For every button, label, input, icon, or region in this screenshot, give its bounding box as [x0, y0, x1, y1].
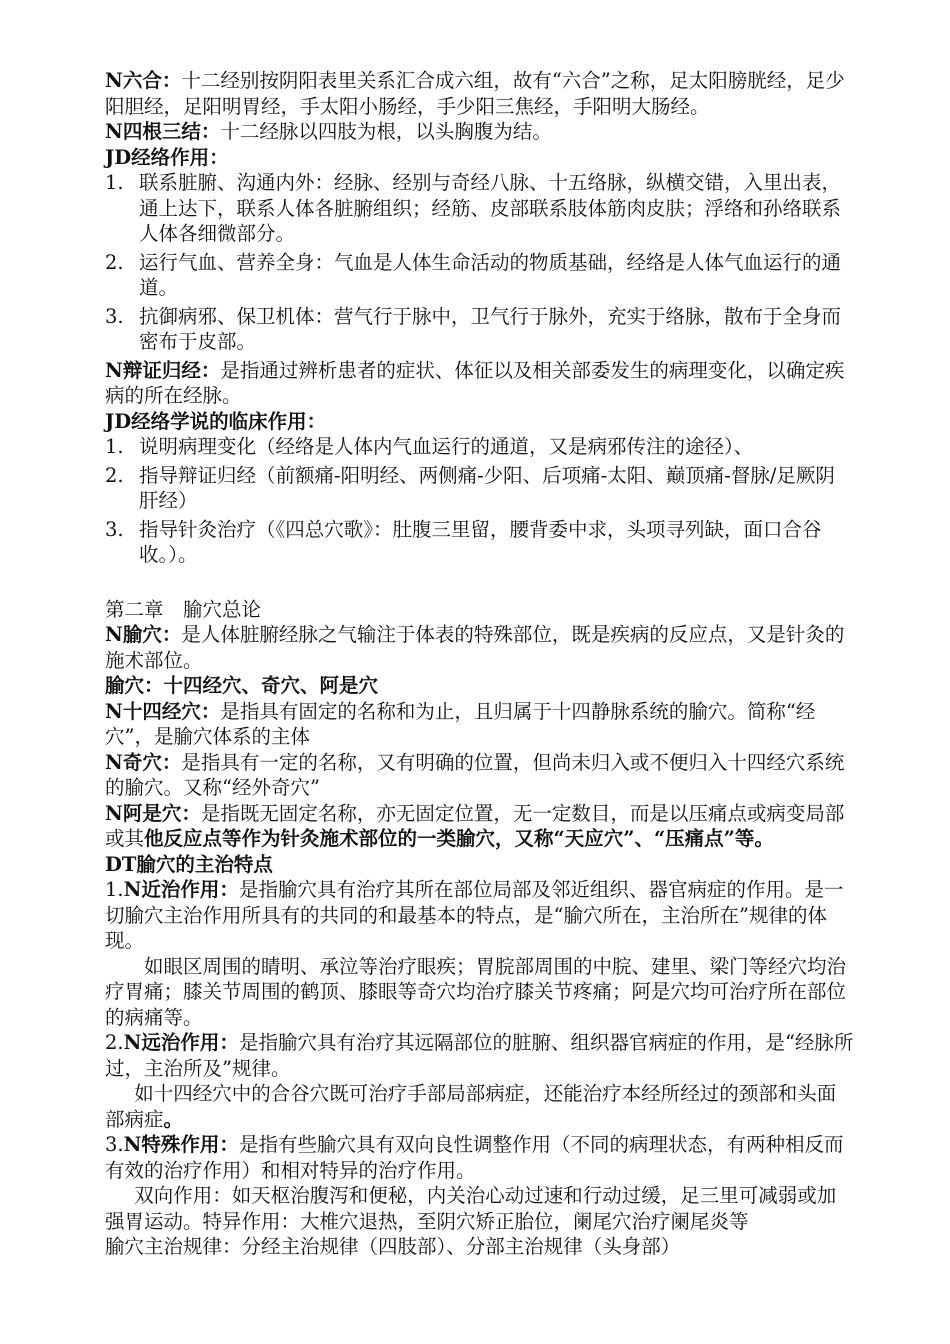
text-qixue: 是指具有一定的名称，又有明确的位置，但尚未归入或不便归入十四经穴系统的腧穴。又称“经外奇穴”: [105, 750, 845, 799]
list-text: 运行气血、营养全身：气血是人体生命活动的物质基础，经络是人体气血运行的通道。: [139, 250, 842, 299]
para-teshu-example: 双向作用：如天枢治腹泻和便秘，内关治心动过速和行动过缓，足三里可减弱或加强胃运动。特异作用：大椎穴退热，至阴穴矫正胎位，阑尾穴治疗阑尾炎等: [105, 1184, 837, 1233]
list-number: 3.: [105, 517, 124, 541]
para-sigen: [105, 119, 854, 145]
term-teshu: N特殊作用：: [123, 1133, 239, 1156]
list-number: 3.: [105, 304, 124, 328]
para-shisijingxue: [105, 699, 854, 750]
list-number: 1.: [105, 171, 124, 194]
para-jinzhi: [105, 877, 854, 954]
text-yuanzhi: 是指腧穴具有治疗其远隔部位的脏腑、组织器官病症的作用，是“经脉所过，主治所及”规律。: [105, 1031, 854, 1080]
list-text: 指导针灸治疗（《四总穴歌》：肚腹三里留，腰背委中求，头项寻列缺，面口合谷收。）。: [139, 517, 822, 566]
text-shisijingxue: 是指具有固定的名称和为止，且归属于十四静脉系统的腧穴。简称“经穴”，是腧穴体系的主体: [105, 699, 816, 748]
text-jinzhi: 是指腧穴具有治疗其所在部位局部及邻近组织、器官病症的作用。是一切腧穴主治作用所具有的共同的和最基本的特点，是“腧穴所在，主治所在”规律的体现。: [105, 878, 844, 952]
spacer: [105, 571, 854, 597]
para-shuxue: [105, 622, 854, 673]
list-text: 说明病理变化（经络是人体内气血运行的通道，又是病邪传注的途径）、: [139, 435, 754, 458]
list-number: 2.: [105, 463, 124, 487]
heading-linchuang: JD经络学说的临床作用：: [105, 409, 327, 433]
list-text: 指导辩证归经（前额痛-阳明经、两侧痛-少阳、后项痛-太阳、巅顶痛-督脉/足厥阴肝经）: [139, 463, 835, 512]
item-number: 1.: [105, 878, 124, 901]
para-qixue: [105, 750, 854, 801]
para-yuanzhi: [105, 1030, 854, 1081]
para-ashixue: [105, 801, 854, 852]
chapter-title: 第二章 腧穴总论: [105, 597, 262, 621]
item-number: 2.: [105, 1031, 124, 1054]
para-zhuzhi-guilv: 腧穴主治规律：分经主治规律（四肢部）、分部主治规律（头身部）: [105, 1235, 681, 1258]
term-bianzheng: N辩证归经：: [105, 358, 221, 382]
term-sigen: N四根三结：: [105, 120, 221, 143]
para-bianzheng: [105, 358, 854, 409]
text-ashixue: 是指既无固定名称，亦无固定位置，无一定数目，而是以压痛点或病变局部或其: [105, 801, 845, 850]
text-shuxue: 是人体脏腑经脉之气输注于体表的特殊部位，既是疾病的反应点，又是针灸的施术部位。: [105, 623, 845, 672]
list-item: [105, 304, 854, 355]
list-number: 1.: [105, 435, 124, 458]
list-text: 抗御病邪、保卫机体：营气行于脉中，卫气行于脉外，充实于络脉，散布于全身而密布于皮部。: [139, 304, 842, 353]
term-liuhe: N六合：: [105, 69, 182, 92]
item-number: 3.: [105, 1133, 124, 1156]
text-sigen: 十二经脉以四肢为根，以头胸腹为结。: [220, 120, 552, 143]
term-ashixue: N阿是穴：: [105, 801, 201, 825]
term-shisijingxue: N十四经穴：: [105, 699, 221, 723]
term-jinzhi: N近治作用：: [123, 878, 239, 901]
para-jinzhi-example: 如眼区周围的睛明、承泣等治疗眼疾；胃脘部周围的中脘、建里、梁门等经穴均治疗胃痛；膝关节周围的鹤顶、膝眼等奇穴均治疗膝关节疼痛；阿是穴均可治疗所在部位的病痛等。: [105, 954, 847, 1029]
term-yuanzhi: N远治作用：: [123, 1031, 239, 1054]
term-qixue: N奇穴：: [105, 750, 182, 774]
text-teshu: 是指有些腧穴具有双向良性调整作用（不同的病理状态，有两种相反而有效的治疗作用）和相对特异的治疗作用。: [105, 1133, 844, 1182]
text-liuhe: 十二经别按阴阳表里关系汇合成六组，故有“六合”之称，足太阳膀胱经，足少阳胆经，足阳明胃经，手太阳小肠经，手少阳三焦经，手阳明大肠经。: [105, 69, 845, 118]
heading-shuxue-types: 腧穴：十四经穴、奇穴、阿是穴: [105, 674, 379, 697]
list-item: [105, 250, 854, 301]
text-yuanzhi-example-end: 。: [163, 1107, 184, 1131]
list-item: [105, 170, 854, 247]
list-linchuang: [105, 434, 854, 568]
para-liuhe: [105, 68, 854, 119]
list-text: 联系脏腑、沟通内外：经脉、经别与奇经八脉、十五络脉，纵横交错，入里出表，通上达下，联系人体各脏腑组织；经筋、皮部联系肢体筋肉皮肤；浮络和孙络联系人体各细微部分。: [139, 171, 842, 245]
list-item: [105, 434, 854, 460]
text-bianzheng: 是指通过辨析患者的症状、体征以及相关部委发生的病理变化，以确定疾病的所在经脉。: [105, 358, 845, 407]
para-yuanzhi-example: [105, 1081, 854, 1132]
text-yuanzhi-example: 如十四经穴中的合谷穴既可治疗手部局部病症，还能治疗本经所经过的颈部和头面部病症: [105, 1082, 837, 1131]
para-teshu: [105, 1132, 854, 1183]
list-number: 2.: [105, 250, 124, 274]
list-item: [105, 517, 854, 568]
heading-zhuzhi-tedian: DT腧穴的主治特点: [105, 852, 273, 876]
list-item: [105, 463, 854, 514]
heading-jingluo-zuoyong: JD经络作用：: [105, 145, 229, 169]
text-ashixue-bold: 他反应点等作为针灸施术部位的一类腧穴，又称“天应穴”、“压痛点”等。: [144, 827, 774, 850]
term-shuxue: N腧穴：: [105, 623, 182, 646]
list-jingluo-zuoyong: [105, 170, 854, 355]
